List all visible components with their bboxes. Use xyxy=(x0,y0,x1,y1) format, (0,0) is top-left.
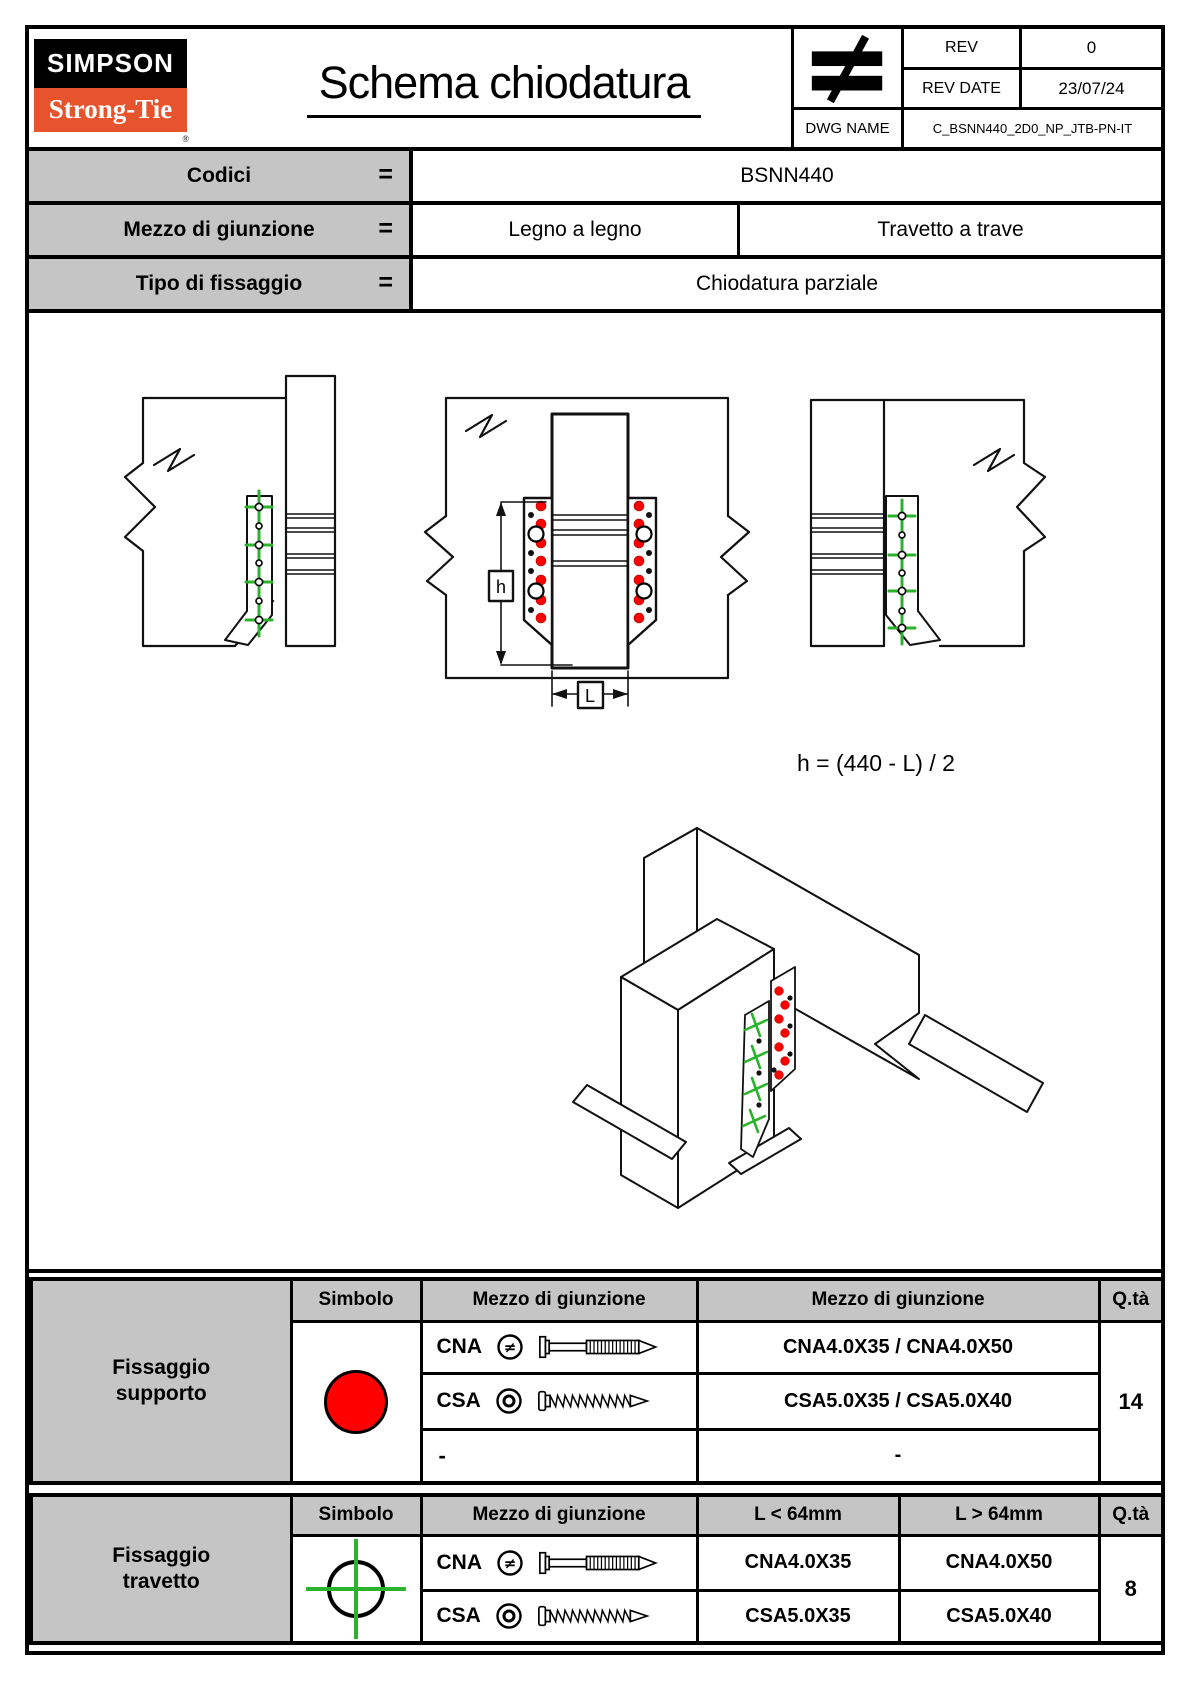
rev-value: 0 xyxy=(1022,29,1161,70)
cna-head-icon xyxy=(496,1333,524,1361)
csa-size-short: CSA5.0X35 xyxy=(697,1590,899,1643)
ring-nail-icon xyxy=(538,1332,678,1362)
joist-symbol-cell xyxy=(291,1535,421,1643)
cna-size-long: CNA4.0X50 xyxy=(899,1535,1099,1590)
col-mezzo: Mezzo di giunzione xyxy=(421,1495,697,1535)
revision-table xyxy=(791,29,1161,147)
tipo-value: Chiodatura parziale xyxy=(695,272,879,295)
red-circle-symbol-icon xyxy=(324,1370,388,1434)
row-codici xyxy=(29,151,1161,205)
joist-row-label-cell xyxy=(31,1495,291,1643)
equals-sign: = xyxy=(378,160,393,189)
registered-mark: ® xyxy=(182,134,189,144)
col-simbolo: Simbolo xyxy=(291,1495,421,1535)
dwg-name-label: DWG NAME xyxy=(794,110,904,147)
cna-head-icon xyxy=(496,1549,524,1577)
fastener-code: CSA xyxy=(436,1604,481,1628)
fastener-code: CNA xyxy=(436,1335,482,1358)
cna-size-short: CNA4.0X35 xyxy=(697,1535,899,1590)
break-symbol-icon xyxy=(974,449,1014,471)
support-qty: 14 xyxy=(1099,1321,1163,1483)
csa-cell xyxy=(421,1373,697,1429)
table-header-row xyxy=(31,1279,1163,1321)
logo-strongtie xyxy=(34,88,189,144)
break-symbol-icon xyxy=(154,449,194,471)
screw-icon xyxy=(537,1601,677,1631)
dimension-l xyxy=(552,671,628,708)
svg-text:≠: ≠ xyxy=(503,1338,517,1357)
dash-value: - xyxy=(697,1429,1099,1483)
logo-strongtie-text: Strong-Tie xyxy=(48,94,173,124)
tipo-label-cell xyxy=(29,259,413,309)
isometric-view xyxy=(573,828,1043,1208)
joist-row-label: Fissaggio travetto xyxy=(112,1543,211,1593)
support-symbol-cell xyxy=(291,1321,421,1483)
csa-cell xyxy=(421,1590,697,1643)
support-row-label-cell xyxy=(31,1279,291,1483)
mezzo-value-1: Legno a legno xyxy=(413,205,740,255)
csa-head-icon xyxy=(495,1602,523,1630)
codici-value: BSNN440 xyxy=(740,164,834,187)
title-block xyxy=(29,29,1161,151)
csa-sizes: CSA5.0X35 / CSA5.0X40 xyxy=(697,1373,1099,1429)
break-symbol-icon xyxy=(466,415,506,437)
green-crosshair-symbol-icon xyxy=(306,1539,406,1639)
rev-label: REV xyxy=(904,29,1022,70)
col-mezzo-2: Mezzo di giunzione xyxy=(697,1279,1099,1321)
drawing-area xyxy=(29,313,1161,1273)
col-mezzo-1: Mezzo di giunzione xyxy=(421,1279,697,1321)
dim-l-label: L xyxy=(584,686,596,706)
cna-cell xyxy=(421,1321,697,1373)
formula-text: h = (440 - L) / 2 xyxy=(797,750,955,776)
nailing-schema-drawing xyxy=(29,313,1161,1269)
col-simbolo: Simbolo xyxy=(291,1279,421,1321)
dim-h-label: h xyxy=(495,577,507,597)
col-qty: Q.tà xyxy=(1099,1495,1163,1535)
table-header-row xyxy=(31,1495,1163,1535)
simpson-strongtie-logo xyxy=(34,39,189,144)
side-view-left xyxy=(125,376,335,646)
col-qty: Q.tà xyxy=(1099,1279,1163,1321)
support-row-label: Fissaggio supporto xyxy=(112,1355,211,1405)
col-l-lt-64: L < 64mm xyxy=(697,1495,899,1535)
csa-size-long: CSA5.0X40 xyxy=(899,1590,1099,1643)
tipo-label: Tipo di fissaggio xyxy=(135,272,303,295)
sheet-frame xyxy=(25,25,1165,1655)
rev-date-label: REV DATE xyxy=(904,70,1022,110)
not-equal-stamp-icon xyxy=(794,29,904,110)
joist-fixing-table xyxy=(29,1493,1165,1645)
support-fixing-table xyxy=(29,1277,1165,1485)
codici-label-cell xyxy=(29,151,413,201)
logo-simpson: SIMPSON xyxy=(34,39,187,88)
dash-cell: - xyxy=(421,1429,697,1483)
mezzo-label: Mezzo di giunzione xyxy=(123,218,315,241)
beam-break-stub xyxy=(909,1015,1043,1112)
equals-sign: = xyxy=(378,268,393,297)
front-view-middle xyxy=(425,398,749,708)
row-tipo-fissaggio xyxy=(29,259,1161,313)
screw-icon xyxy=(537,1386,677,1416)
codici-label: Codici xyxy=(186,164,252,187)
mezzo-label-cell xyxy=(29,205,413,255)
joist-qty: 8 xyxy=(1099,1535,1163,1643)
rev-date-value: 23/07/24 xyxy=(1022,70,1161,110)
side-view-right xyxy=(811,400,1045,646)
mezzo-value-2: Travetto a trave xyxy=(877,218,1024,241)
dwg-name-value: C_BSNN440_2D0_NP_JTB-PN-IT xyxy=(932,121,1133,136)
fastener-code: CSA xyxy=(436,1389,481,1412)
svg-text:≠: ≠ xyxy=(503,1554,517,1572)
page-title: Schema chiodatura xyxy=(219,57,789,118)
ring-nail-icon xyxy=(538,1548,678,1578)
csa-head-icon xyxy=(495,1387,523,1415)
fastener-code: CNA xyxy=(436,1550,482,1574)
cna-cell xyxy=(421,1535,697,1590)
cna-sizes: CNA4.0X35 / CNA4.0X50 xyxy=(697,1321,1099,1373)
equals-sign: = xyxy=(378,214,393,243)
row-mezzo-giunzione xyxy=(29,205,1161,259)
col-l-gt-64: L > 64mm xyxy=(899,1495,1099,1535)
